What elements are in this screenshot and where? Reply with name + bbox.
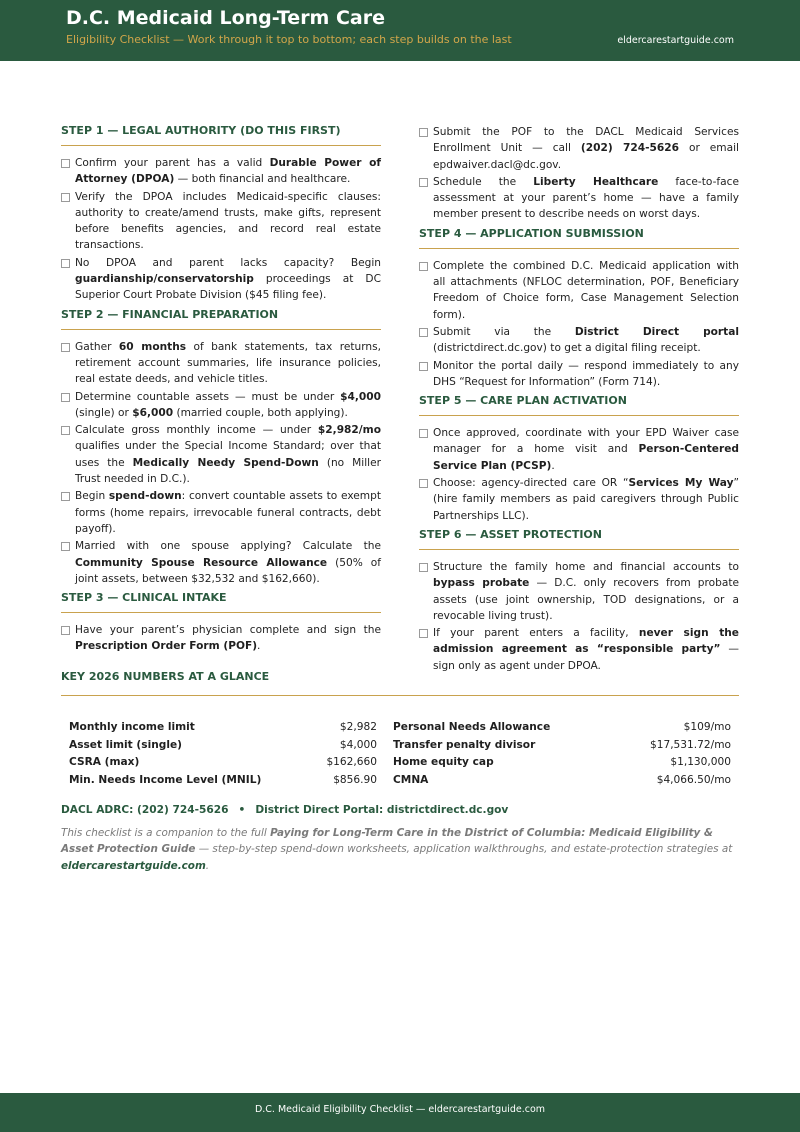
key-value: $162,660 (326, 756, 377, 769)
item-text: Confirm your parent has a valid (75, 157, 270, 169)
item-text: Calculate gross monthly income — under (75, 424, 318, 437)
left-column (61, 124, 381, 656)
key-value: $856.90 (333, 774, 377, 787)
item-text: Married with one spouse applying? Calculate the (75, 540, 381, 553)
step-2-heading: STEP 2 — FINANCIAL PREPARATION (61, 308, 381, 330)
item-emphasis: Liberty Healthcare (533, 175, 659, 188)
step-4-heading: STEP 4 — APPLICATION SUBMISSION (419, 227, 739, 249)
checkbox[interactable] (419, 262, 428, 271)
item-text: qualifies under the Special Income Standard; over that uses the (75, 440, 381, 469)
note-site-link[interactable]: eldercarestartguide.com (61, 859, 206, 872)
item-text: (single) or (75, 406, 133, 419)
key-row (393, 721, 731, 739)
item-emphasis: $6,000 (132, 406, 174, 419)
step-1-heading: STEP 1 — LEGAL AUTHORITY (DO THIS FIRST) (61, 124, 381, 146)
item-text: Have your parent’s physician complete and sign the (75, 624, 381, 637)
checklist-item (61, 488, 381, 537)
item-text: — sign only as agent under DPOA. (433, 643, 739, 672)
item-text: (districtdirect.dc.gov) to get a digital filing receipt. (433, 342, 701, 355)
checklist-item (419, 625, 739, 674)
key-numbers-heading: KEY 2026 NUMBERS AT A GLANCE (61, 670, 739, 696)
footer-text: D.C. Medicaid Eligibility Checklist — eldercarestartguide.com (254, 1104, 546, 1115)
item-text: Monitor the portal daily — respond immediately to any DHS “Request for Information” (Form 714). (433, 359, 739, 388)
item-emphasis: Services My Way (628, 477, 734, 490)
checkbox[interactable] (61, 259, 70, 268)
item-text: : convert countable assets to exempt forms (home repairs, irrevocable funeral contracts, debt payoff). (75, 490, 381, 535)
key-value: $109/mo (683, 721, 731, 733)
checkbox[interactable] (419, 429, 428, 438)
item-text: . (551, 459, 555, 472)
item-text: Choose: agency-directed care OR “ (433, 477, 629, 490)
bullet-separator: • (238, 804, 246, 816)
checklist-item (419, 174, 739, 223)
checklist-item (61, 155, 381, 188)
key-value: $4,000 (339, 738, 377, 751)
key-row (393, 756, 731, 774)
item-emphasis: spend-down (108, 490, 182, 503)
item-text: . (257, 640, 261, 653)
item-emphasis: Medically Needy Spend-Down (132, 456, 319, 469)
key-numbers-section (61, 670, 739, 787)
item-text: Once approved, coordinate with your EPD Waiver case manager for a home visit and (433, 427, 739, 456)
item-text: Schedule the (433, 175, 534, 188)
item-emphasis: bypass probate (433, 577, 530, 590)
page-footer (0, 1093, 800, 1132)
checkbox[interactable] (61, 492, 70, 501)
item-emphasis: Community Spouse Resource Allowance (75, 556, 328, 569)
item-text: Submit the POF to the DACL Medicaid Services Enrollment Unit — call (433, 126, 739, 155)
checkbox[interactable] (61, 542, 70, 551)
item-text: Verify the DPOA includes Medicaid-specific clauses: authority to create/amend trusts, make gifts, represent before benefits agencies, and record real estate transactions. (75, 190, 381, 252)
key-row (69, 756, 377, 774)
adrc-phone[interactable]: DACL ADRC: (202) 724-5626 (61, 804, 229, 816)
key-row (69, 774, 377, 792)
item-text: (50% of joint assets, between $32,532 and $162,660). (75, 556, 381, 585)
item-text: Determine countable assets — must be under (75, 390, 341, 403)
header-site-link[interactable]: eldercarestartguide.com (617, 35, 734, 46)
checkbox[interactable] (61, 426, 70, 435)
item-emphasis: guardianship/conservatorship (75, 273, 254, 286)
note-text: This checklist is a companion to the full (61, 827, 271, 839)
item-text: If your parent enters a facility, (433, 627, 639, 640)
checkbox[interactable] (419, 362, 428, 371)
checkbox[interactable] (61, 159, 70, 168)
item-emphasis: 60 months (118, 340, 187, 353)
key-label: Asset limit (single) (69, 738, 182, 751)
step-3-heading: STEP 3 — CLINICAL INTAKE (61, 591, 381, 613)
item-text: of bank statements, tax returns, retirement account summaries, life insurance policies, real estate deeds, and vehicle titles. (75, 340, 381, 386)
checklist-item (419, 358, 739, 391)
key-value: $1,130,000 (670, 756, 731, 769)
item-emphasis: District Direct portal (574, 325, 740, 338)
note-text: . (205, 859, 210, 872)
checkbox[interactable] (419, 328, 428, 337)
step-5-heading: STEP 5 — CARE PLAN ACTIVATION (419, 394, 739, 416)
key-label: CMNA (393, 774, 429, 787)
step-6-heading: STEP 6 — ASSET PROTECTION (419, 528, 739, 550)
key-label: Monthly income limit (69, 721, 195, 733)
key-label: Home equity cap (393, 756, 494, 769)
item-text: proceedings at DC Superior Court Probate Division ($45 filing fee). (75, 273, 381, 302)
item-emphasis: (202) 724-5626 (580, 142, 679, 155)
page-subtitle: Eligibility Checklist — Work through it top to bottom; each step builds on the last (66, 33, 512, 46)
item-text: Complete the combined D.C. Medicaid application with all attachments (NFLOC determination, POF, Beneficiary Freedom of Choice form, Case Management Selection form). (433, 259, 739, 321)
portal-link[interactable]: District Direct Portal: districtdirect.dc.gov (255, 804, 509, 816)
key-row (69, 739, 377, 757)
checkbox[interactable] (419, 178, 428, 187)
checkbox[interactable] (419, 563, 428, 572)
item-text: ” (hire family members as paid caregivers through Public Partnerships LLC). (433, 477, 739, 522)
key-row (393, 774, 731, 792)
item-text: face-to-face assessment at your parent’s home — have a family member present to describe needs on worst days. (433, 175, 739, 221)
checklist-item (419, 475, 739, 524)
key-label: CSRA (max) (69, 756, 140, 769)
item-text: — both financial and healthcare. (174, 173, 351, 186)
checkbox[interactable] (61, 626, 70, 635)
item-emphasis: $4,000 (340, 390, 381, 403)
checklist-item (419, 324, 739, 357)
key-label: Personal Needs Allowance (393, 721, 551, 733)
checklist-item (61, 255, 381, 304)
key-numbers-right (393, 721, 731, 792)
item-text: Submit via the (433, 325, 575, 338)
key-value: $4,066.50/mo (656, 774, 731, 787)
checklist-item (419, 559, 739, 624)
key-row (69, 721, 377, 739)
item-text: — D.C. only recovers from probate assets (use joint ownership, TOD designations, or a revocable living trust). (433, 577, 739, 622)
checklist-item (61, 189, 381, 254)
key-value: $17,531.72/mo (649, 738, 731, 751)
key-label: Transfer penalty divisor (393, 738, 536, 751)
key-row (393, 739, 731, 757)
companion-note (61, 825, 739, 874)
item-text: Gather (75, 340, 119, 353)
key-value: $2,982 (339, 721, 377, 733)
checklist-item (61, 422, 381, 487)
item-emphasis: $2,982/mo (317, 424, 381, 437)
checkbox[interactable] (61, 343, 70, 352)
checklist-item (61, 538, 381, 587)
checkbox[interactable] (419, 479, 428, 488)
guide-title: Paying for Long-Term Care in the District of Columbia: Medicaid Eligibility & Asset Protection Guide (61, 827, 713, 856)
page-title: D.C. Medicaid Long-Term Care (66, 7, 385, 29)
item-emphasis: Prescription Order Form (POF) (75, 640, 258, 653)
checkbox[interactable] (419, 128, 428, 137)
item-text: or email epdwaiver.dacl@dc.gov. (433, 142, 739, 171)
item-text: No DPOA and parent lacks capacity? Begin (75, 256, 381, 269)
item-text: Begin (75, 490, 109, 503)
note-text: — step-by-step spend-down worksheets, application walkthroughs, and estate-protection strategies at (195, 843, 733, 856)
item-text: Structure the family home and financial accounts to (433, 560, 739, 573)
item-emphasis: never sign the admission agreement as “responsible party” (433, 627, 739, 656)
checkbox[interactable] (61, 193, 70, 202)
checkbox[interactable] (419, 629, 428, 638)
checklist-item (419, 124, 739, 173)
checklist-item (61, 339, 381, 388)
right-column (419, 124, 739, 675)
item-emphasis: Durable Power of Attorney (DPOA) (75, 157, 381, 186)
checklist-item (419, 425, 739, 474)
key-label: Min. Needs Income Level (MNIL) (69, 774, 262, 787)
key-numbers-left (69, 721, 377, 792)
contact-line (61, 804, 508, 816)
item-emphasis: Person-Centered Service Plan (PCSP) (433, 443, 739, 472)
page-header (0, 0, 800, 61)
checklist-item (61, 622, 381, 655)
checkbox[interactable] (61, 393, 70, 402)
checklist-item (61, 389, 381, 422)
item-text: (no Miller Trust needed in D.C.). (75, 456, 381, 486)
checklist-item (419, 258, 739, 323)
item-text: (married couple, both applying). (173, 406, 348, 419)
